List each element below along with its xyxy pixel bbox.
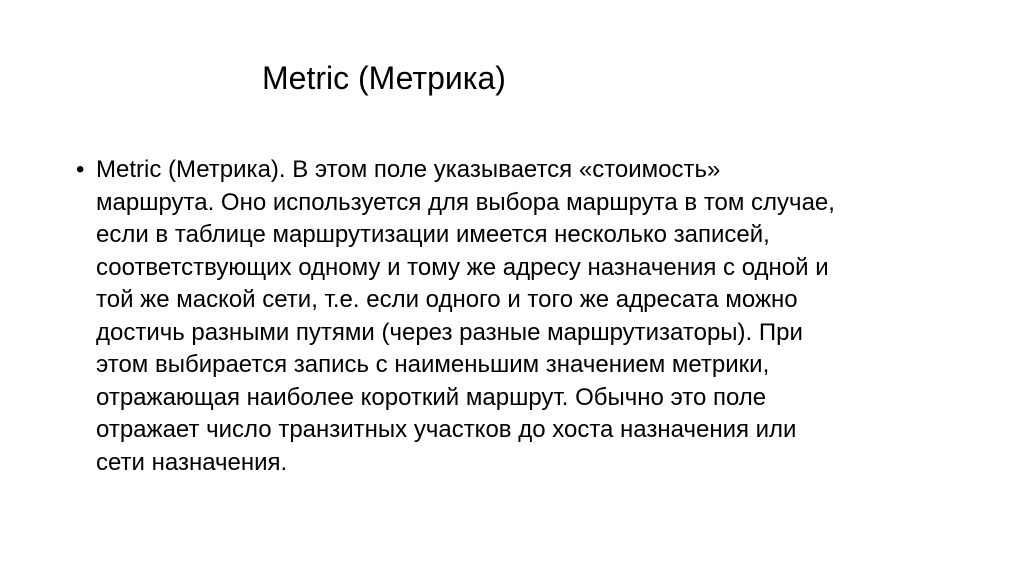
body-line: достичь разными путями (через разные маршрутизаторы). При bbox=[96, 318, 803, 346]
body-line: если в таблице маршрутизации имеется несколько записей, bbox=[96, 221, 770, 248]
bullet-text bbox=[96, 154, 956, 479]
body-line: той же маской сети, т.е. если одного и того же адресата можно bbox=[96, 286, 798, 313]
body-line: сети назначения. bbox=[96, 448, 288, 476]
body-line: отражающая наиболее короткий маршрут. Обычно это поле bbox=[96, 383, 767, 411]
body-line: маршрута. Оно используется для выбора маршрута в том случае, bbox=[96, 188, 835, 216]
slide-title: Metric (Метрика) bbox=[262, 60, 506, 96]
body-line: отражает число транзитных участков до хоста назначения или bbox=[96, 416, 797, 443]
body-line: этом выбирается запись с наименьшим значением метрики, bbox=[96, 351, 770, 378]
body-line: Metric (Метрика). В этом поле указывается «стоимость» bbox=[96, 156, 721, 183]
bullet-marker: • bbox=[76, 156, 85, 183]
body-line: соответствующих одному и тому же адресу назначения с одной и bbox=[96, 253, 829, 281]
